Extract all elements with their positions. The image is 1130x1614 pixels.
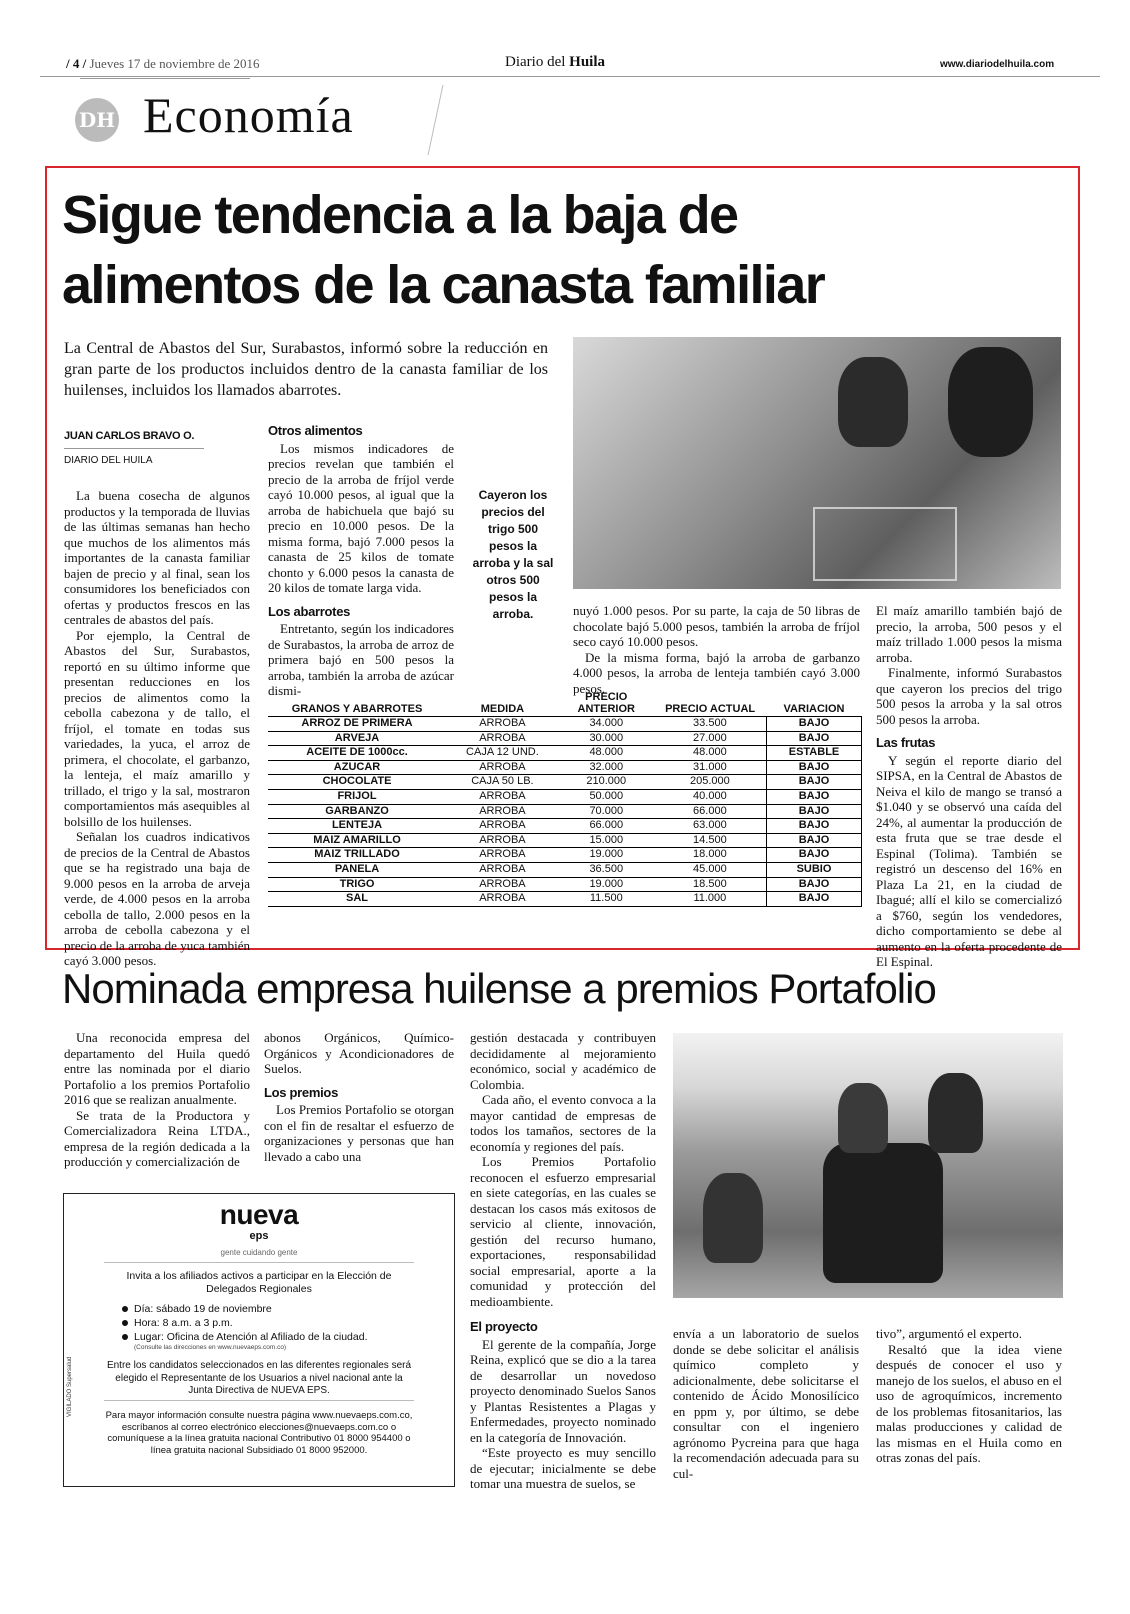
bullet-icon — [122, 1334, 128, 1340]
current-price-cell: 40.000 — [654, 789, 767, 804]
product-name-cell: GARBANZO — [268, 804, 446, 819]
subhead-premios: Los premios — [264, 1084, 338, 1100]
variation-cell: BAJO — [767, 848, 862, 863]
ad-contact — [94, 1410, 424, 1456]
ad-place-note: (Consulte las direcciones en www.nuevaeps.com.co) — [134, 1344, 287, 1351]
ad-candidates: Entre los candidatos seleccionados en las diferentes regionales será elegido el Representante de los Usuarios a nivel nacional ante la Junta Directiva de NUEVA EPS. — [106, 1360, 412, 1396]
previous-price-cell: 34.000 — [559, 717, 654, 732]
table-row — [268, 877, 862, 892]
ad-hour: Hora: 8 a.m. a 3 p.m. — [134, 1317, 233, 1329]
table-row — [268, 804, 862, 819]
product-name-cell: PANELA — [268, 862, 446, 877]
previous-price-cell: 11.500 — [559, 892, 654, 907]
ad-details — [122, 1302, 442, 1352]
ad-footer-line: Para mayor información consulte nuestra página www.nuevaeps.com.co, — [105, 1410, 413, 1421]
product-name-cell: MAIZ AMARILLO — [268, 833, 446, 848]
measure-cell: ARROBA — [446, 862, 559, 877]
table-header: PRECIO ACTUAL — [654, 690, 767, 717]
article2-column-2: abonos Orgánicos, Químico-Orgánicos y Acondicionadores de Suelos. Los premios Los Premios Portafolio se otorgan con el fin de resaltar el esfuerzo de organizaciones y personas que han llevado a cabo una — [264, 1030, 454, 1164]
field-workers-photo — [673, 1033, 1063, 1298]
variation-cell: BAJO — [767, 760, 862, 775]
article2-column-4: envía a un laboratorio de suelos donde se debe solicitar el análisis químico completo y adicionalmente, debe solicitarse el contenido de Ácido Monosilícico en ppm y, por último, se debe consultar con el ingeniero agrónomo Pycreina para que haga la recomendación adecuada para su cul- — [673, 1326, 859, 1481]
bullet-icon — [122, 1320, 128, 1326]
worker-silhouette — [838, 1083, 888, 1153]
worker-silhouette — [703, 1173, 763, 1263]
bullet-icon — [122, 1306, 128, 1312]
table-row — [268, 833, 862, 848]
current-price-cell: 48.000 — [654, 746, 767, 761]
variation-cell: BAJO — [767, 717, 862, 732]
measure-cell: ARROBA — [446, 833, 559, 848]
header-rule — [40, 76, 1100, 77]
article-lead: La Central de Abastos del Sur, Surabastos, informó sobre la reducción en gran parte de los productos incluidos dentro de la canasta familiar de los huilenses, incluidos los llamados abarrotes. — [64, 340, 548, 399]
subhead-otros: Otros alimentos — [268, 423, 363, 438]
section-title: Economía — [143, 87, 354, 143]
product-name-cell: ACEITE DE 1000cc. — [268, 746, 446, 761]
current-price-cell: 66.000 — [654, 804, 767, 819]
previous-price-cell: 70.000 — [559, 804, 654, 819]
measure-cell: ARROBA — [446, 848, 559, 863]
measure-cell: ARROBA — [446, 877, 559, 892]
folio-rule — [80, 78, 250, 79]
current-price-cell: 31.000 — [654, 760, 767, 775]
edition-date: Jueves 17 de noviembre de 2016 — [89, 56, 260, 71]
byline — [64, 430, 264, 466]
measure-cell: ARROBA — [446, 804, 559, 819]
measure-cell: ARROBA — [446, 789, 559, 804]
nueva-eps-ad — [63, 1193, 455, 1487]
product-name-cell: TRIGO — [268, 877, 446, 892]
product-name-cell: SAL — [268, 892, 446, 907]
variation-cell: BAJO — [767, 789, 862, 804]
subhead-frutas: Las frutas — [876, 735, 936, 750]
ad-logo-sub: eps — [249, 1230, 269, 1242]
table-header: GRANOS Y ABARROTES — [268, 690, 446, 717]
article2-column-5: tivo”, argumentó el experto. Resaltó que la idea viene después de conocer el uso y manejo de los suelos, el abuso en el uso de agroquímicos, incremento de los problemas fitosanitarios, las malas producciones y calidad de las mismas en el Huila como en otras zonas del país. — [876, 1326, 1062, 1465]
article-headline: Sigue tendencia a la baja de alimentos de la canasta familiar — [62, 185, 825, 315]
author-name: JUAN CARLOS BRAVO O. — [64, 430, 195, 442]
pull-quote: Cayeron los precios del trigo 500 pesos la arroba y la sal otros 500 pesos la arroba. — [472, 488, 554, 621]
current-price-cell: 33.500 — [654, 717, 767, 732]
measure-cell: ARROBA — [446, 717, 559, 732]
article2-headline: Nominada empresa huilense a premios Portafolio — [62, 965, 936, 1012]
price-table — [268, 690, 862, 907]
table-row — [268, 746, 862, 761]
ad-invite: Invita a los afiliados activos a participar en la Elección de Delegados Regionales — [126, 1270, 392, 1295]
current-price-cell: 63.000 — [654, 819, 767, 834]
table-header: PRECIO ANTERIOR — [559, 690, 654, 717]
previous-price-cell: 50.000 — [559, 789, 654, 804]
previous-price-cell: 66.000 — [559, 819, 654, 834]
previous-price-cell: 19.000 — [559, 877, 654, 892]
newspaper-name: Diario del Huila — [505, 54, 606, 70]
product-name-cell: ARROZ DE PRIMERA — [268, 717, 446, 732]
article2-column-3: gestión destacada y contribuyen decididamente al mejoramiento económico, social y académico de Colombia. Cada año, el evento convoca a la mayor cantidad de empresas de todos los tamaños, sectores de la economía y regiones del país. Los Premios Portafolio reconocen el esfuerzo empresarial en siete categorías, en las cuales se destacan los casos más exitosos de servicio al cliente, innovación, gestión del recurso humano, exportaciones, responsabilidad social empresarial, aporte a la comunidad y protección del medioambiente. El proyecto El gerente de la compañía, Jorge Reina, explicó que se dio a la tarea de desarrollar un novedoso proyecto denominado Suelos Sanos y Plantas Resistentes a Plagas y Enfermedades, proyecto nominado en la categoría de Innovación. “Este proyecto es muy sencillo de ejecutar; inicialmente se debe tomar una muestra de suelos, se — [470, 1030, 656, 1491]
article2-column-1: Una reconocida empresa del departamento del Huila quedó entre las nominada por el diario Portafolio a los premios Portafolio 2016 que se realizan anualmente. Se trata de la Productora y Comercializadora Reina LTDA., empresa de la región dedicada a la producción y comercialización de — [64, 1030, 250, 1169]
section-flourish — [398, 85, 444, 155]
current-price-cell: 14.500 — [654, 833, 767, 848]
current-price-cell: 18.000 — [654, 848, 767, 863]
article-column-1: La buena cosecha de algunos productos y la temporada de lluvias de las últimas semanas han hecho que muchos de los alimentos más importantes de la canasta familiar bajen de precio y al final, sean los consumidores los beneficiados con ofertas y productos frescos en las centrales de abastos del país. Por ejemplo, la Central de Abastos del Sur, Surabastos, reportó en su último informe que presentan reducciones en los precios de alimentos como la cebolla cabezona y de tallo, el fríjol, el tomate en todas sus variedades, la yuca, el arroz de primera, el chocolate, el garbanzo, la lenteja, el maíz amarillo y trillado, el trigo y la sal, mostraron comportamientos más asequibles al bolsillo de los huilenses. Señalan los cuadros indicativos de precios de la Central de Abastos que se ha registrado una baja de 9.000 pesos en la arroba de arveja verde, de 4.000 pesos en la arroba cebolla de tallo, 2.000 pesos en la arroba de cebolla cabezona y el precio de la arroba de yuca también cayó 3.000 pesos. — [64, 488, 250, 968]
worker-silhouette — [928, 1073, 983, 1153]
table-row — [268, 862, 862, 877]
ad-footer-line: línea gratuita nacional Subsidiado 01 8000 952000. — [150, 1444, 368, 1456]
subhead-abarrotes: Los abarrotes — [268, 603, 351, 619]
variation-cell: SUBIO — [767, 862, 862, 877]
article-column-2: Otros alimentos Los mismos indicadores de precios revelan que también el precio de la arroba de fríjol verde cayó 10.000 pesos, al igual que la arroba de habichuela que bajó su precio en 10.000 pesos. De la misma forma, bajó 7.000 pesos la canasta de 25 kilos de tomate chonto y 6.000 pesos la canasta de 20 kilos de tomate larga vida. Los abarrotes Entretanto, según los indicadores de Surabastos, la arroba de arroz de primera bajó en 500 pesos la arroba, también la arroba de azúcar dismi- — [268, 423, 454, 698]
product-name-cell: CHOCOLATE — [268, 775, 446, 790]
measure-cell: CAJA 50 LB. — [446, 775, 559, 790]
article-column-4: El maíz amarillo también bajó de precio, la arroba, 500 pesos y el maíz trillado 1.000 pesos la misma arroba. Finalmente, informó Surabastos que cayeron los precios del trigo 500 pesos la arroba y la sal otros 500 pesos la arroba. Las frutas Y según el reporte diario del SIPSA, en la Central de Abastos de Neiva el kilo de mango se transó a $1.040 y se observó una caída del 24%, al aumentar la producción de esta fruta que se trae desde el Espinal (Tolima). También se registró un descenso del 16% en Plaza La 21, en la ciudad de Ibagué; allí el kilo se comercializó a $760, según los vendedores, dicho comportamiento se debe al aumento en la oferta procedente de El Espinal. — [876, 603, 1062, 969]
ad-footer-line: escríbanos al correo electrónico elecciones@nuevaeps.com.co o — [121, 1421, 397, 1433]
dh-logo: DH — [75, 98, 119, 142]
table-row — [268, 848, 862, 863]
outlet-name: DIARIO DEL HUILA — [64, 455, 153, 466]
subhead-proyecto: El proyecto — [470, 1319, 538, 1334]
measure-cell: CAJA 12 UND. — [446, 746, 559, 761]
table-row — [268, 731, 862, 746]
table-row — [268, 892, 862, 907]
variation-cell: BAJO — [767, 731, 862, 746]
ad-day: Día: sábado 19 de noviembre — [134, 1303, 272, 1315]
shopper-silhouette — [948, 347, 1033, 457]
previous-price-cell: 19.000 — [559, 848, 654, 863]
ad-tagline: gente cuidando gente — [220, 1248, 298, 1257]
table-row — [268, 775, 862, 790]
table-row — [268, 789, 862, 804]
variation-cell: BAJO — [767, 833, 862, 848]
product-name-cell: LENTEJA — [268, 819, 446, 834]
previous-price-cell: 36.500 — [559, 862, 654, 877]
previous-price-cell: 15.000 — [559, 833, 654, 848]
ad-brand — [64, 1194, 454, 1266]
table-header: VARIACION — [767, 690, 862, 717]
variation-cell: BAJO — [767, 804, 862, 819]
product-name-cell: AZUCAR — [268, 760, 446, 775]
variation-cell: BAJO — [767, 775, 862, 790]
market-shoppers-photo — [573, 337, 1061, 589]
current-price-cell: 205.000 — [654, 775, 767, 790]
compost-bag — [823, 1143, 943, 1283]
shopper-silhouette — [838, 357, 908, 447]
current-price-cell: 45.000 — [654, 862, 767, 877]
table-row — [268, 760, 862, 775]
ad-logo: nueva — [219, 1199, 299, 1230]
table-row — [268, 717, 862, 732]
article-column-3: nuyó 1.000 pesos. Por su parte, la caja de 50 libras de chocolate bajó 5.000 pesos, también la arroba de fríjol seco cayó 10.000 pesos. De la misma forma, bajó la arroba de garbanzo 4.000 pesos, la arroba de lenteja también cayó 3.000 pesos. — [573, 603, 860, 696]
measure-cell: ARROBA — [446, 760, 559, 775]
variation-cell: ESTABLE — [767, 746, 862, 761]
variation-cell: BAJO — [767, 819, 862, 834]
table-header: MEDIDA — [446, 690, 559, 717]
current-price-cell: 18.500 — [654, 877, 767, 892]
page-number: / 4 / — [66, 56, 87, 71]
previous-price-cell: 48.000 — [559, 746, 654, 761]
current-price-cell: 11.000 — [654, 892, 767, 907]
product-name-cell: FRIJOL — [268, 789, 446, 804]
page-folio — [66, 56, 260, 72]
supersalud-mark: VIGILADO Supersalud — [67, 1356, 73, 1417]
measure-cell: ARROBA — [446, 819, 559, 834]
product-name-cell: MAIZ TRILLADO — [268, 848, 446, 863]
product-name-cell: ARVEJA — [268, 731, 446, 746]
current-price-cell: 27.000 — [654, 731, 767, 746]
ad-footer-line: comuníquese a la línea gratuita nacional Contributivo 01 8000 954400 o — [107, 1433, 411, 1444]
ad-divider — [104, 1400, 414, 1401]
measure-cell: ARROBA — [446, 892, 559, 907]
measure-cell: ARROBA — [446, 731, 559, 746]
previous-price-cell: 30.000 — [559, 731, 654, 746]
ad-place: Lugar: Oficina de Atención al Afiliado de la ciudad. — [134, 1331, 368, 1343]
table-row — [268, 819, 862, 834]
previous-price-cell: 210.000 — [559, 775, 654, 790]
ad-divider — [104, 1262, 414, 1263]
previous-price-cell: 32.000 — [559, 760, 654, 775]
shopping-cart — [813, 507, 957, 581]
variation-cell: BAJO — [767, 877, 862, 892]
variation-cell: BAJO — [767, 892, 862, 907]
website-link[interactable]: www.diariodelhuila.com — [940, 59, 1055, 70]
